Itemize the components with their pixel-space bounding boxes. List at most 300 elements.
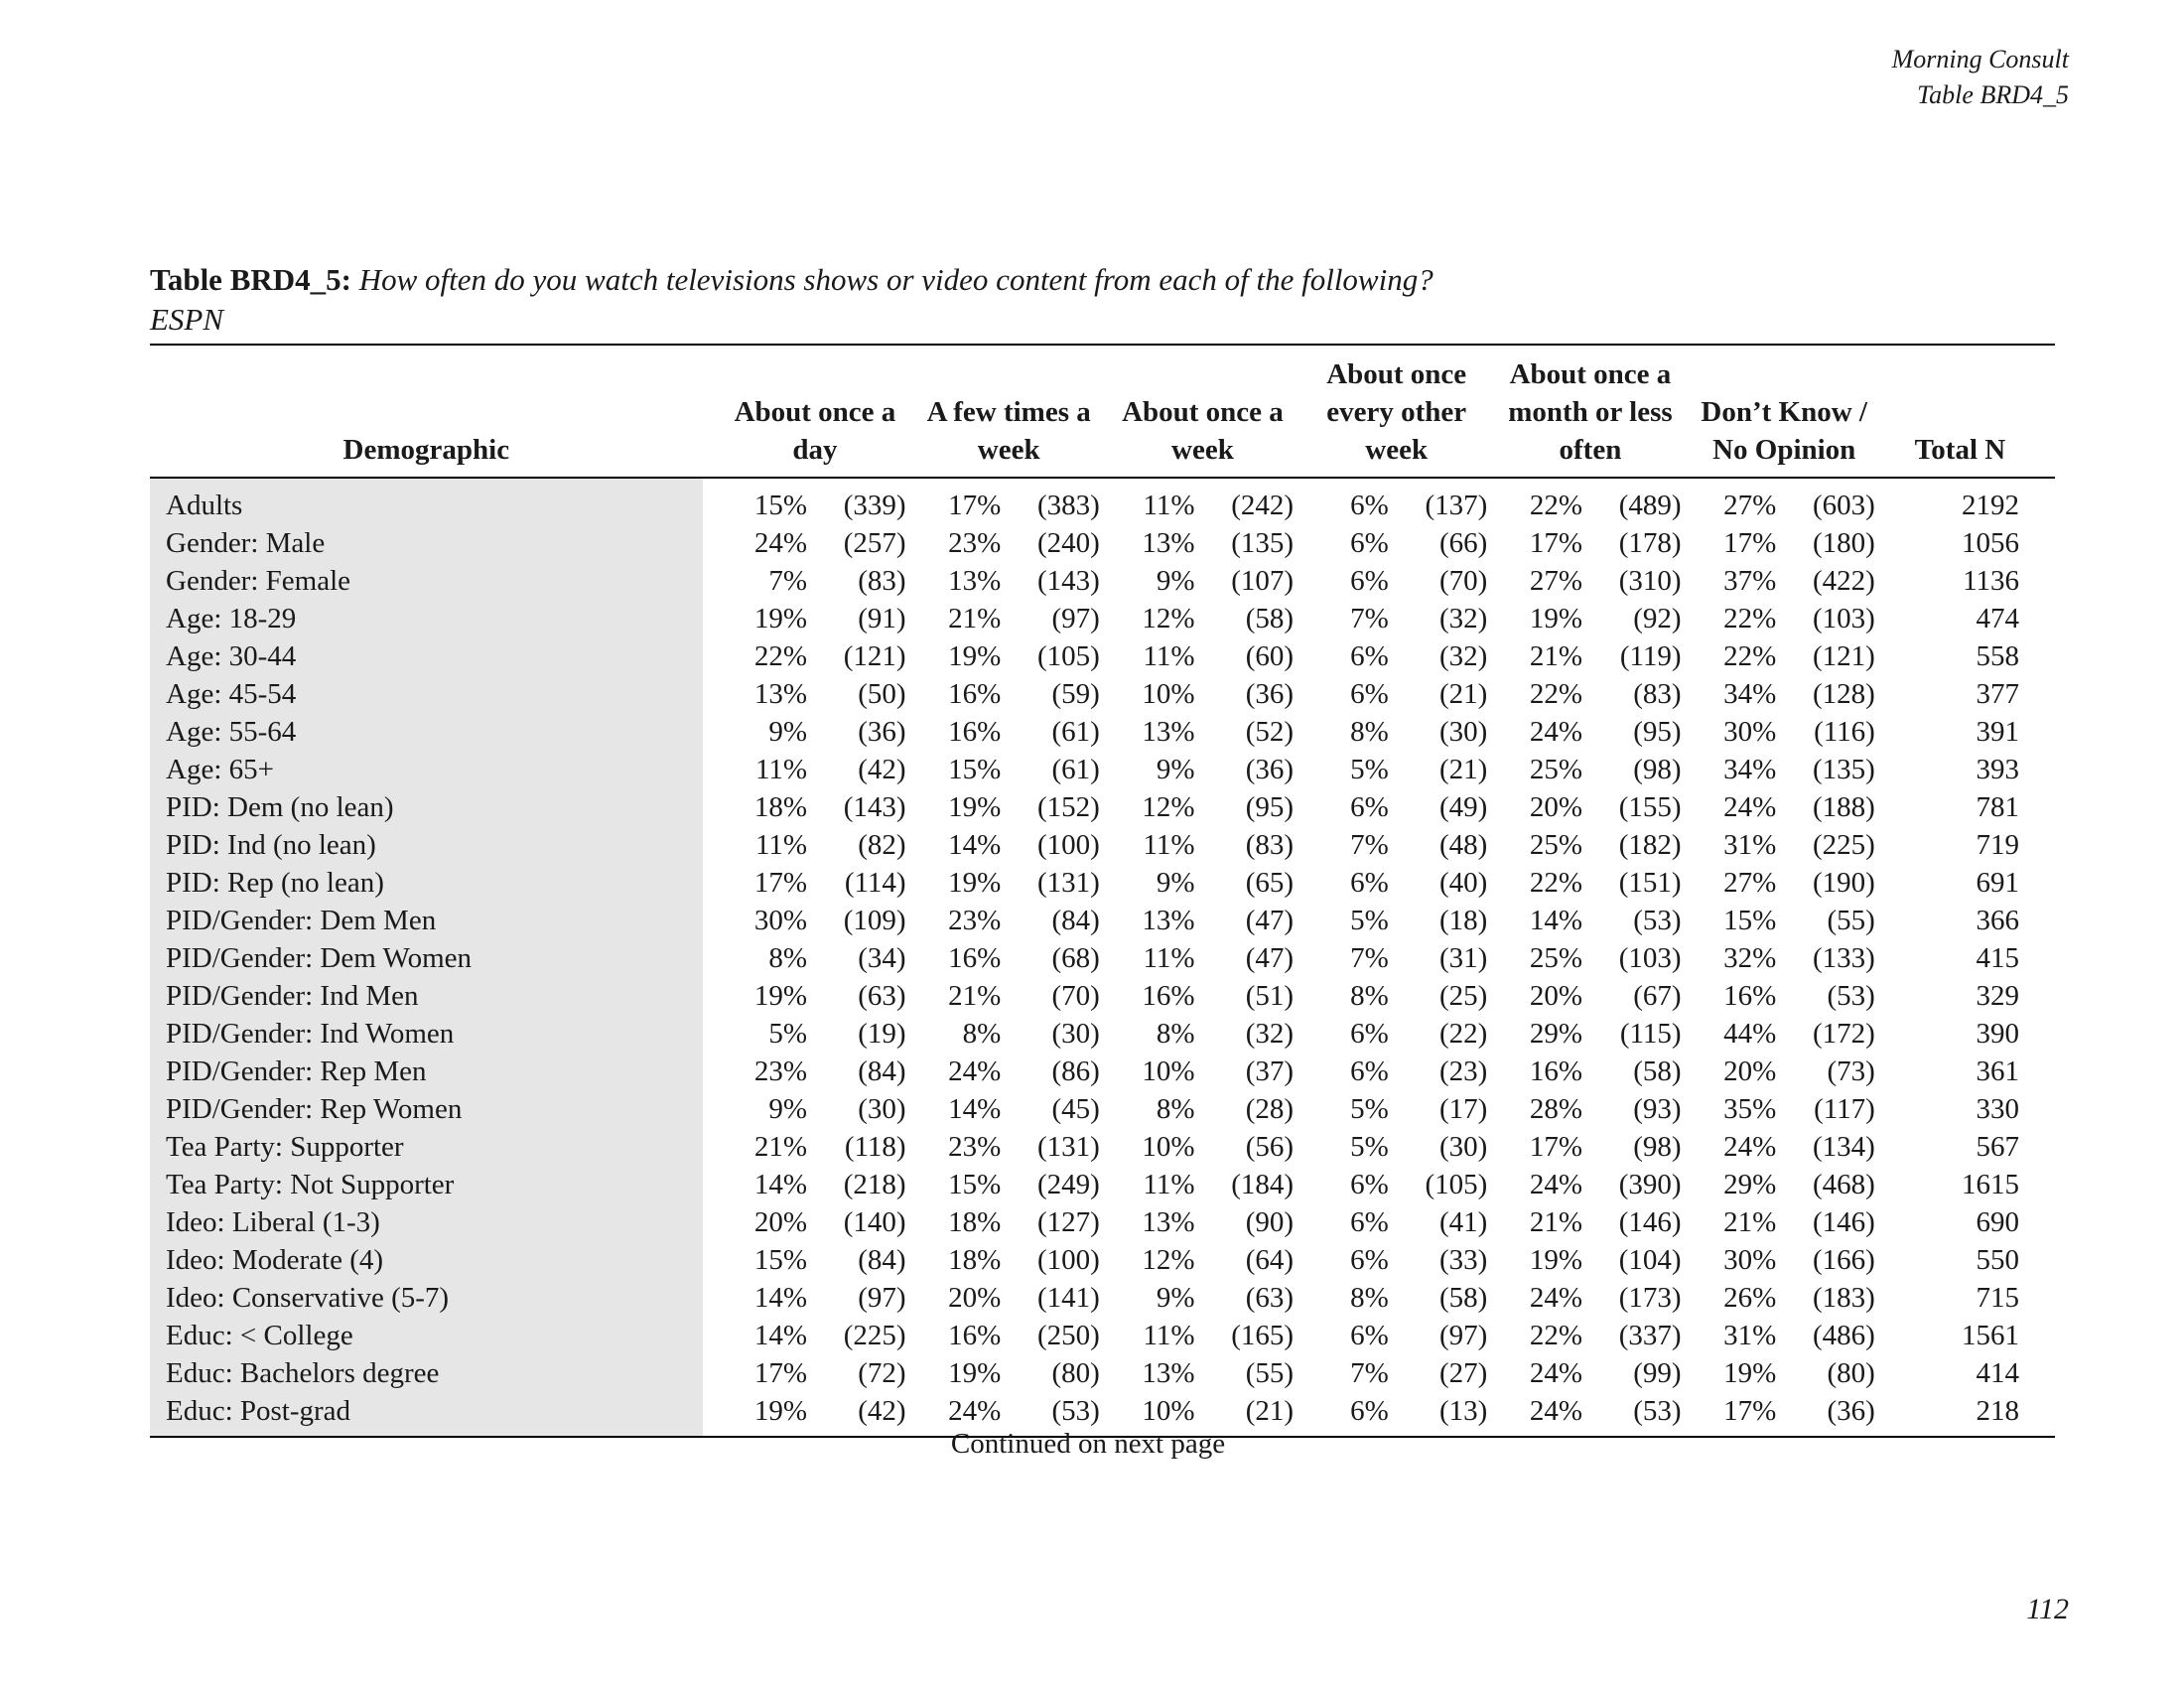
cell-count: (58) <box>1438 1282 1488 1314</box>
cell-percent: 8% <box>1156 1018 1195 1050</box>
cell-percent: 20% <box>948 1282 1002 1314</box>
table-row <box>150 524 2055 562</box>
cell-percent: 32% <box>1723 942 1777 974</box>
table-row <box>150 1203 2055 1241</box>
table-row <box>150 902 2055 939</box>
cell-count: (135) <box>1812 754 1875 785</box>
row-label: Ideo: Liberal (1-3) <box>150 1203 703 1241</box>
cell-percent: 5% <box>1350 1093 1389 1125</box>
cell-total-n: 719 <box>1976 829 2019 861</box>
cell-percent: 24% <box>1529 1282 1583 1314</box>
cell-percent: 19% <box>753 603 808 634</box>
cell-count: (70) <box>1438 565 1488 597</box>
cell-count: (182) <box>1618 829 1682 861</box>
cell-count: (51) <box>1245 980 1295 1012</box>
cell-count: (49) <box>1438 791 1488 823</box>
cell-total-n: 781 <box>1976 791 2019 823</box>
cell-total-n: 1056 <box>1962 527 2019 559</box>
cell-total-n: 391 <box>1976 716 2019 748</box>
cell-percent: 6% <box>1350 1169 1389 1200</box>
cell-count: (97) <box>1051 603 1100 634</box>
table-question: How often do you watch televisions shows or video content from each of the following? <box>358 262 1433 297</box>
table-row <box>150 1015 2055 1053</box>
cell-percent: 13% <box>1142 716 1195 748</box>
cell-count: (240) <box>1036 527 1100 559</box>
cell-percent: 29% <box>1723 1169 1777 1200</box>
cell-percent: 11% <box>754 754 808 785</box>
cell-count: (486) <box>1812 1320 1875 1351</box>
cell-count: (172) <box>1812 1018 1875 1050</box>
cell-count: (61) <box>1051 754 1100 785</box>
cell-percent: 5% <box>1350 1131 1389 1163</box>
col-header-few-times-week <box>912 345 1106 478</box>
cell-percent: 31% <box>1723 1320 1777 1351</box>
cell-percent: 8% <box>1156 1093 1195 1125</box>
cell-percent: 23% <box>948 905 1002 936</box>
row-gap <box>703 1015 719 1053</box>
cell-count: (250) <box>1036 1320 1100 1351</box>
row-gap <box>703 826 719 864</box>
cell-percent: 17% <box>753 1357 808 1389</box>
row-gap <box>703 1090 719 1128</box>
cell-percent: 31% <box>1723 829 1777 861</box>
row-gap <box>703 1203 719 1241</box>
col-header-line: A few times a <box>926 396 1091 428</box>
cell-count: (104) <box>1618 1244 1682 1276</box>
cell-count: (37) <box>1245 1055 1295 1087</box>
cell-percent: 6% <box>1350 640 1389 672</box>
cell-percent: 34% <box>1723 678 1777 710</box>
cell-percent: 23% <box>948 1131 1002 1163</box>
cell-count: (61) <box>1051 716 1100 748</box>
cell-percent: 8% <box>962 1018 1002 1050</box>
cell-total-n: 218 <box>1976 1395 2019 1427</box>
cell-count: (99) <box>1633 1357 1682 1389</box>
header-row <box>150 345 2055 478</box>
cell-percent: 16% <box>948 1320 1002 1351</box>
cell-percent: 15% <box>753 490 808 521</box>
cell-percent: 28% <box>1529 1093 1583 1125</box>
cell-percent: 7% <box>1350 603 1389 634</box>
cell-percent: 34% <box>1723 754 1777 785</box>
table-row <box>150 1317 2055 1354</box>
cell-percent: 8% <box>1350 980 1389 1012</box>
cell-count: (73) <box>1827 1055 1875 1087</box>
cell-count: (225) <box>843 1320 906 1351</box>
cell-count: (25) <box>1438 980 1488 1012</box>
col-header-once-a-week <box>1106 345 1299 478</box>
cell-percent: 11% <box>1143 640 1195 672</box>
cell-percent: 8% <box>1350 716 1389 748</box>
cell-percent: 8% <box>1350 1282 1389 1314</box>
cell-percent: 10% <box>1142 1055 1195 1087</box>
col-header-line: No Opinion <box>1712 434 1856 466</box>
cell-count: (63) <box>858 980 906 1012</box>
cell-percent: 21% <box>1723 1206 1777 1238</box>
cell-total-n: 1136 <box>1963 565 2019 597</box>
table-row <box>150 478 2055 524</box>
cell-percent: 30% <box>1723 1244 1777 1276</box>
cell-count: (63) <box>1245 1282 1295 1314</box>
cell-percent: 11% <box>1143 1169 1195 1200</box>
row-gap <box>703 1279 719 1317</box>
cell-percent: 44% <box>1723 1018 1777 1050</box>
cell-percent: 10% <box>1142 678 1195 710</box>
col-header-demographic: Demographic <box>150 345 703 478</box>
cell-count: (52) <box>1245 716 1295 748</box>
cell-count: (107) <box>1231 565 1295 597</box>
col-header-line: day <box>792 434 838 466</box>
table-row <box>150 1279 2055 1317</box>
cell-percent: 7% <box>1350 1357 1389 1389</box>
row-label: PID: Ind (no lean) <box>150 826 703 864</box>
cell-count: (30) <box>858 1093 906 1125</box>
cell-percent: 9% <box>1156 754 1195 785</box>
row-gap <box>703 1317 719 1354</box>
cell-count: (383) <box>1036 490 1100 521</box>
cell-percent: 14% <box>1529 905 1583 936</box>
header-org: Morning Consult <box>1891 45 2069 73</box>
col-header-line: About once a <box>734 396 896 428</box>
row-label: Age: 55-64 <box>150 713 703 751</box>
cell-percent: 17% <box>1529 527 1583 559</box>
table-subject: ESPN <box>150 302 224 337</box>
cell-total-n: 2192 <box>1962 490 2019 521</box>
cell-count: (33) <box>1438 1244 1488 1276</box>
cell-count: (58) <box>1633 1055 1682 1087</box>
col-header-total-n: Total N <box>1881 345 2055 478</box>
cell-count: (115) <box>1619 1018 1682 1050</box>
table-row <box>150 864 2055 902</box>
running-header <box>1892 42 2069 113</box>
cell-percent: 20% <box>753 1206 808 1238</box>
cell-percent: 6% <box>1350 527 1389 559</box>
cell-count: (36) <box>1827 1395 1875 1427</box>
row-label: PID/Gender: Ind Women <box>150 1015 703 1053</box>
cell-count: (47) <box>1245 905 1295 936</box>
cell-count: (127) <box>1036 1206 1100 1238</box>
cell-count: (105) <box>1425 1169 1488 1200</box>
cell-total-n: 474 <box>1976 603 2019 634</box>
cell-count: (45) <box>1051 1093 1100 1125</box>
cell-percent: 7% <box>1350 942 1389 974</box>
table-row <box>150 1166 2055 1203</box>
cell-count: (84) <box>858 1055 906 1087</box>
cell-percent: 6% <box>1350 1055 1389 1087</box>
cell-percent: 19% <box>948 791 1002 823</box>
cell-count: (23) <box>1438 1055 1488 1087</box>
cell-count: (121) <box>843 640 906 672</box>
col-header-line: often <box>1559 434 1622 466</box>
cell-percent: 12% <box>1142 1244 1195 1276</box>
cell-count: (257) <box>843 527 906 559</box>
cell-percent: 15% <box>948 1169 1002 1200</box>
cell-count: (55) <box>1827 905 1875 936</box>
cell-percent: 22% <box>1529 490 1583 521</box>
table-row <box>150 1090 2055 1128</box>
row-label: Age: 45-54 <box>150 675 703 713</box>
cell-percent: 12% <box>1142 791 1195 823</box>
col-header-line: About once a <box>1509 358 1672 390</box>
table-row <box>150 713 2055 751</box>
header-table-ref: Table BRD4_5 <box>1917 80 2069 109</box>
cell-count: (173) <box>1618 1282 1682 1314</box>
col-header-line: About once <box>1326 358 1467 390</box>
row-gap <box>703 939 719 977</box>
cell-percent: 24% <box>753 527 808 559</box>
cell-count: (133) <box>1812 942 1875 974</box>
col-header-line: week <box>1365 434 1429 466</box>
cell-total-n: 414 <box>1976 1357 2019 1389</box>
cell-percent: 19% <box>1723 1357 1777 1389</box>
cell-percent: 25% <box>1529 829 1583 861</box>
cell-count: (489) <box>1618 490 1682 521</box>
cell-count: (131) <box>1036 1131 1100 1163</box>
cell-count: (40) <box>1438 867 1488 899</box>
cell-percent: 5% <box>1350 905 1389 936</box>
cell-count: (422) <box>1812 565 1875 597</box>
row-label: Tea Party: Supporter <box>150 1128 703 1166</box>
cell-percent: 24% <box>1529 1395 1583 1427</box>
cell-count: (55) <box>1245 1357 1295 1389</box>
cell-count: (67) <box>1633 980 1682 1012</box>
cell-percent: 11% <box>1143 1320 1195 1351</box>
cell-count: (31) <box>1438 942 1488 974</box>
row-label: PID: Dem (no lean) <box>150 788 703 826</box>
cell-count: (86) <box>1051 1055 1100 1087</box>
cell-percent: 9% <box>768 716 808 748</box>
row-label: PID/Gender: Dem Men <box>150 902 703 939</box>
cell-percent: 13% <box>1142 905 1195 936</box>
cell-count: (83) <box>858 565 906 597</box>
cell-percent: 18% <box>948 1244 1002 1276</box>
row-gap <box>703 524 719 562</box>
cell-count: (95) <box>1245 791 1295 823</box>
cell-percent: 9% <box>768 1093 808 1125</box>
row-label: Gender: Female <box>150 562 703 600</box>
cell-count: (109) <box>843 905 906 936</box>
col-header-once-a-day <box>718 345 911 478</box>
cell-total-n: 690 <box>1976 1206 2019 1238</box>
row-gap <box>703 1128 719 1166</box>
col-header-line: About once a <box>1122 396 1284 428</box>
cell-percent: 16% <box>948 716 1002 748</box>
row-gap <box>703 902 719 939</box>
cell-total-n: 558 <box>1976 640 2019 672</box>
cell-count: (21) <box>1438 754 1488 785</box>
cell-count: (82) <box>858 829 906 861</box>
cell-percent: 29% <box>1529 1018 1583 1050</box>
cell-percent: 15% <box>948 754 1002 785</box>
cell-count: (390) <box>1618 1169 1682 1200</box>
cell-count: (103) <box>1812 603 1875 634</box>
cell-percent: 24% <box>1529 716 1583 748</box>
cell-total-n: 415 <box>1976 942 2019 974</box>
row-gap <box>703 1053 719 1090</box>
cell-count: (80) <box>1827 1357 1875 1389</box>
cell-total-n: 567 <box>1976 1131 2019 1163</box>
cell-percent: 22% <box>753 640 808 672</box>
row-label: Tea Party: Not Supporter <box>150 1166 703 1203</box>
cell-count: (50) <box>858 678 906 710</box>
cell-percent: 11% <box>1143 942 1195 974</box>
cell-percent: 16% <box>1529 1055 1583 1087</box>
cell-count: (84) <box>858 1244 906 1276</box>
cell-total-n: 691 <box>1976 867 2019 899</box>
cell-count: (36) <box>1245 754 1295 785</box>
cell-count: (83) <box>1245 829 1295 861</box>
cell-percent: 6% <box>1350 1206 1389 1238</box>
cell-percent: 14% <box>948 1093 1002 1125</box>
table-row <box>150 1241 2055 1279</box>
cell-count: (183) <box>1812 1282 1875 1314</box>
cell-percent: 22% <box>1529 867 1583 899</box>
cell-count: (60) <box>1245 640 1295 672</box>
cell-count: (53) <box>1827 980 1875 1012</box>
col-header-line: week <box>1171 434 1234 466</box>
row-label: Gender: Male <box>150 524 703 562</box>
table-row <box>150 939 2055 977</box>
cell-total-n: 329 <box>1976 980 2019 1012</box>
cell-percent: 22% <box>1529 678 1583 710</box>
cell-count: (98) <box>1633 754 1682 785</box>
cell-percent: 7% <box>1350 829 1389 861</box>
cell-count: (90) <box>1245 1206 1295 1238</box>
cell-count: (42) <box>858 754 906 785</box>
cell-count: (131) <box>1036 867 1100 899</box>
cell-count: (137) <box>1425 490 1488 521</box>
cell-percent: 20% <box>1529 980 1583 1012</box>
cell-percent: 6% <box>1350 1244 1389 1276</box>
row-label: PID: Rep (no lean) <box>150 864 703 902</box>
cell-percent: 26% <box>1723 1282 1777 1314</box>
cell-count: (184) <box>1231 1169 1295 1200</box>
cell-count: (41) <box>1438 1206 1488 1238</box>
col-header-dont-know <box>1688 345 1881 478</box>
cell-count: (98) <box>1633 1131 1682 1163</box>
cell-count: (30) <box>1438 1131 1488 1163</box>
cell-total-n: 1561 <box>1962 1320 2019 1351</box>
col-gap <box>703 345 719 478</box>
cell-count: (143) <box>843 791 906 823</box>
cell-percent: 19% <box>1529 1244 1583 1276</box>
cell-percent: 11% <box>1143 829 1195 861</box>
cell-percent: 6% <box>1350 565 1389 597</box>
cell-count: (36) <box>858 716 906 748</box>
col-header-every-other-week <box>1299 345 1493 478</box>
cell-count: (59) <box>1051 678 1100 710</box>
cell-count: (22) <box>1438 1018 1488 1050</box>
cell-percent: 16% <box>948 678 1002 710</box>
cell-count: (32) <box>1438 603 1488 634</box>
cell-count: (30) <box>1051 1018 1100 1050</box>
cell-percent: 19% <box>1529 603 1583 634</box>
cell-percent: 13% <box>753 678 808 710</box>
cell-count: (100) <box>1036 1244 1100 1276</box>
cell-count: (18) <box>1438 905 1488 936</box>
cell-percent: 30% <box>753 905 808 936</box>
cell-count: (91) <box>858 603 906 634</box>
cell-count: (118) <box>844 1131 906 1163</box>
cell-total-n: 366 <box>1976 905 2019 936</box>
cell-count: (53) <box>1051 1395 1100 1427</box>
cell-count: (30) <box>1438 716 1488 748</box>
cell-count: (32) <box>1438 640 1488 672</box>
cell-count: (468) <box>1812 1169 1875 1200</box>
cell-count: (56) <box>1245 1131 1295 1163</box>
cell-percent: 19% <box>753 1395 808 1427</box>
cell-percent: 27% <box>1723 490 1777 521</box>
continued-note <box>0 1428 2184 1461</box>
row-gap <box>703 788 719 826</box>
cell-count: (93) <box>1633 1093 1682 1125</box>
row-label: Educ: Post-grad <box>150 1392 703 1437</box>
cell-count: (34) <box>858 942 906 974</box>
cell-count: (242) <box>1231 490 1295 521</box>
cell-count: (117) <box>1814 1093 1875 1125</box>
cell-percent: 6% <box>1350 1395 1389 1427</box>
cell-count: (116) <box>1814 716 1875 748</box>
cell-count: (134) <box>1812 1131 1875 1163</box>
table-row <box>150 562 2055 600</box>
table-body <box>150 478 2055 1437</box>
cell-count: (97) <box>858 1282 906 1314</box>
cell-count: (58) <box>1245 603 1295 634</box>
cell-count: (128) <box>1812 678 1875 710</box>
table-row <box>150 1354 2055 1392</box>
cell-count: (190) <box>1812 867 1875 899</box>
cell-count: (310) <box>1618 565 1682 597</box>
cell-percent: 14% <box>753 1282 808 1314</box>
cell-percent: 17% <box>753 867 808 899</box>
cell-count: (337) <box>1618 1320 1682 1351</box>
cell-count: (17) <box>1438 1093 1488 1125</box>
cell-count: (105) <box>1036 640 1100 672</box>
cell-count: (70) <box>1051 980 1100 1012</box>
cell-count: (188) <box>1812 791 1875 823</box>
cell-count: (143) <box>1036 565 1100 597</box>
cell-percent: 17% <box>948 490 1002 521</box>
cell-count: (42) <box>858 1395 906 1427</box>
cell-percent: 22% <box>1529 1320 1583 1351</box>
cell-count: (83) <box>1633 678 1682 710</box>
row-label: Age: 65+ <box>150 751 703 788</box>
cell-percent: 25% <box>1529 754 1583 785</box>
cell-percent: 24% <box>1723 791 1777 823</box>
cell-count: (80) <box>1051 1357 1100 1389</box>
cell-count: (146) <box>1812 1206 1875 1238</box>
table-row <box>150 600 2055 637</box>
cell-percent: 11% <box>1143 490 1195 521</box>
cell-count: (121) <box>1812 640 1875 672</box>
cell-count: (21) <box>1245 1395 1295 1427</box>
cell-count: (28) <box>1245 1093 1295 1125</box>
page-number: 112 <box>2026 1593 2069 1625</box>
col-header-line: month or less <box>1508 396 1673 428</box>
cell-count: (166) <box>1812 1244 1875 1276</box>
crosstab-table <box>150 344 2055 1438</box>
cell-count: (152) <box>1036 791 1100 823</box>
cell-percent: 21% <box>753 1131 808 1163</box>
cell-percent: 6% <box>1350 791 1389 823</box>
cell-percent: 6% <box>1350 1320 1389 1351</box>
cell-count: (225) <box>1812 829 1875 861</box>
cell-percent: 9% <box>1156 1282 1195 1314</box>
cell-percent: 10% <box>1142 1131 1195 1163</box>
row-gap <box>703 864 719 902</box>
cell-percent: 14% <box>948 829 1002 861</box>
cell-total-n: 361 <box>1976 1055 2019 1087</box>
